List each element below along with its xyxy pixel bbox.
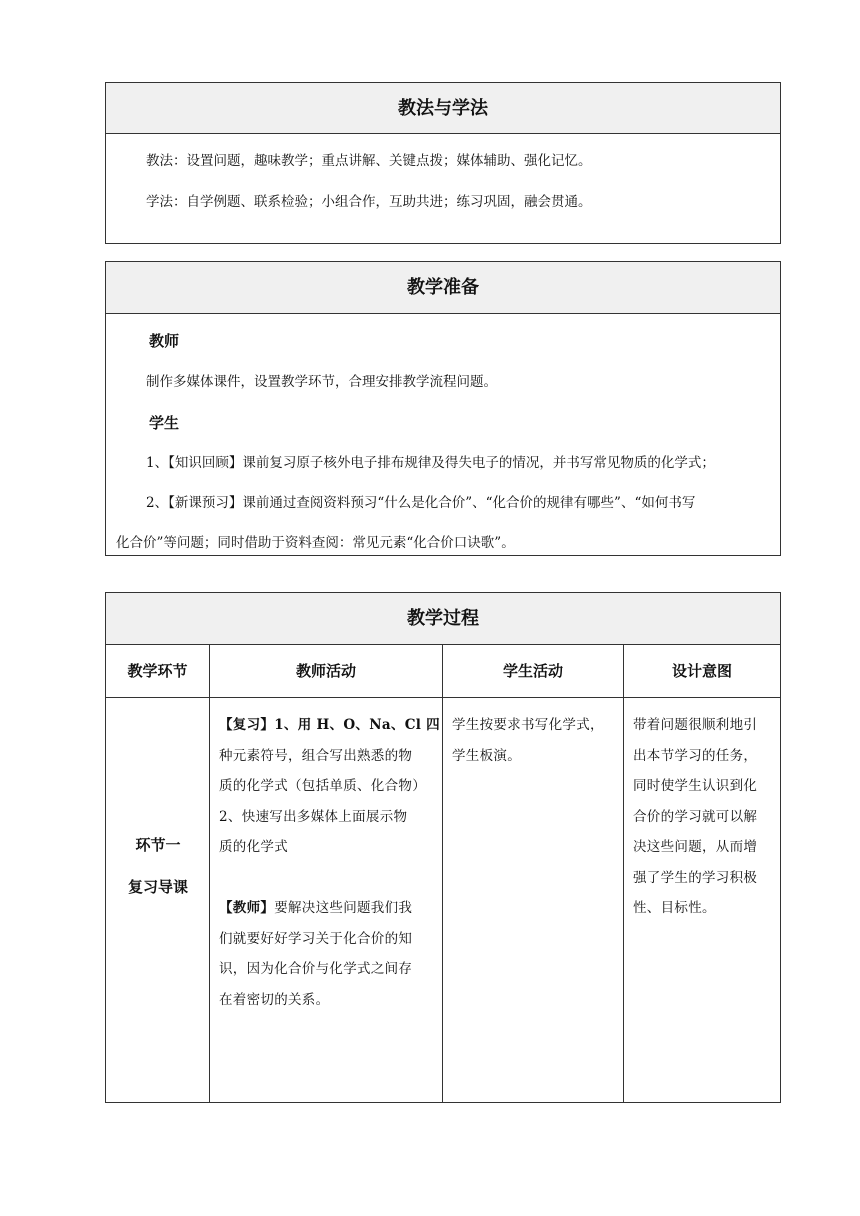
marker-text: 要解决这些问题我们我 xyxy=(274,900,413,916)
teaching-methods-text: 教法：设置问题，趣味教学；重点讲解、关键点拨；媒体辅助、强化记忆。 xyxy=(146,153,592,169)
process-title: 教学过程 xyxy=(106,593,780,645)
design-intent-cell xyxy=(633,710,779,924)
stage-label-line-2: 复习导课 xyxy=(127,878,188,896)
prep-item-2-line-2: 化合价”等问题；同时借助于资料查阅：常见元素“化合价口诀歌”。 xyxy=(116,535,515,551)
text-line: 2、快速写出多媒体上面展示物 xyxy=(219,808,408,825)
preparation-section xyxy=(105,261,781,556)
text-line: 带着问题很顺利地引 xyxy=(633,717,758,733)
column-header-intent: 设计意图 xyxy=(671,662,732,680)
text-line: 性、目标性。 xyxy=(633,900,716,916)
methods-section xyxy=(105,82,781,244)
marker-label: 【复习】 xyxy=(219,717,275,733)
student-heading: 学生 xyxy=(149,414,180,432)
text-line xyxy=(219,710,441,741)
process-table xyxy=(105,592,781,1103)
text-line: 同时使学生认识到化 xyxy=(633,778,758,794)
prep-item-2-line-1: 2、【新课预习】课前通过查阅资料预习“什么是化合价”、“化合价的规律有哪些”、“如何书写 xyxy=(146,495,696,511)
text-line: 识，因为化合价与化学式之间存 xyxy=(219,961,413,977)
marker-label: 【教师】 xyxy=(219,900,275,916)
text-line: 决这些问题，从而增 xyxy=(633,839,758,855)
column-divider xyxy=(442,645,443,1102)
text-line: 合价的学习就可以解 xyxy=(633,808,758,825)
column-header-teacher: 教师活动 xyxy=(295,662,356,680)
marker-text: 1、用 H、O、Na、Cl 四 xyxy=(274,717,440,733)
text-line: 质的化学式（包括单质、化合物） xyxy=(219,778,426,794)
text-line: 们就要好好学习关于化合价的知 xyxy=(219,930,413,947)
text-line: 出本节学习的任务， xyxy=(633,747,758,764)
column-header-stage: 教学环节 xyxy=(127,662,188,680)
stage-label-line-1: 环节一 xyxy=(135,836,181,854)
teacher-prep-text: 制作多媒体课件，设置教学环节，合理安排教学流程问题。 xyxy=(146,374,497,390)
text-line: 质的化学式 xyxy=(219,839,288,855)
header-row-divider xyxy=(106,697,780,698)
text-line: 在着密切的关系。 xyxy=(219,991,330,1008)
column-header-student: 学生活动 xyxy=(502,662,563,680)
text-line: 学生板演。 xyxy=(452,747,521,764)
text-line xyxy=(219,893,441,924)
student-activity-cell xyxy=(452,710,622,771)
text-line: 强了学生的学习积极 xyxy=(633,869,758,886)
column-divider xyxy=(623,645,624,1102)
text-line-label xyxy=(219,717,440,733)
text-line: 种元素符号，组合写出熟悉的物 xyxy=(219,747,413,764)
teacher-activity-cell xyxy=(219,710,441,1015)
text-line: 学生按要求书写化学式， xyxy=(452,717,604,733)
methods-title: 教法与学法 xyxy=(106,83,780,134)
teacher-heading: 教师 xyxy=(149,332,180,350)
prep-item-1: 1、【知识回顾】课前复习原子核外电子排布规律及得失电子的情况，并书写常见物质的化学式； xyxy=(146,455,715,471)
learning-methods-text: 学法：自学例题、联系检验；小组合作，互助共进；练习巩固，融会贯通。 xyxy=(146,194,592,210)
preparation-title: 教学准备 xyxy=(106,262,780,314)
text-line xyxy=(219,863,441,894)
